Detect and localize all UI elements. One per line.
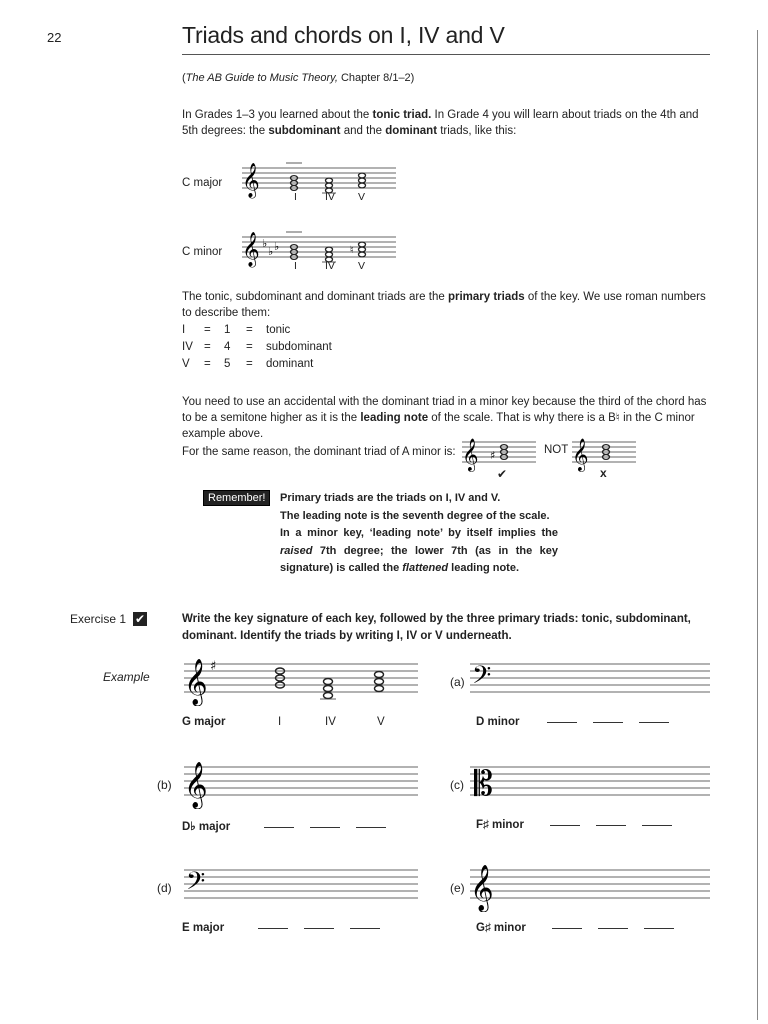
item-c-letter: (c) [450,778,464,792]
reference: (The AB Guide to Music Theory, Chapter 8/1–2) [182,72,415,84]
remember-text: Primary triads are the triads on I, IV and V. The leading note is the seventh degree of the scale. In a minor key, ‘leading note’ by itself implies the raised 7th degree; the lower 7th (as in the key signature) is called the flattened leading note. [280,492,558,574]
item-a-staff[interactable] [468,652,714,706]
treble-clef-icon: 𝄞 [242,163,260,198]
svg-text:𝄞: 𝄞 [572,438,589,471]
example-staff [182,652,422,706]
svg-text:𝄞: 𝄞 [184,659,208,705]
item-e-key: G♯ minor [476,922,674,934]
page-number: 22 [47,30,62,45]
c-major-numeral-V: V [358,191,366,203]
a-minor-correct-staff [460,432,540,472]
flat-icon: ♭ [268,245,274,258]
tick-icon: ✔ [497,467,508,481]
example-key-label: G major [182,716,226,728]
cross-icon: x [600,466,607,480]
numeral-table [182,322,332,373]
not-label: NOT [544,444,569,456]
example-numeral-IV: IV [325,716,336,728]
item-b-key: D♭ major [182,819,386,833]
exercise-label: Exercise 1 [70,612,127,626]
intro-paragraph: In Grades 1–3 you learned about the tonic triad. In Grade 4 you will learn about triads on the 4th and 5th degrees: the subdominant and the dominant triads, like this: [182,109,699,137]
treble-clef-icon: 𝄞 [184,762,208,808]
item-d-letter: (d) [157,881,172,895]
c-minor-numeral-V: V [358,260,366,272]
example-numeral-V: V [377,716,385,728]
accidental-paragraph: You need to use an accidental with the dominant triad in a minor key because the third of the chord has to be a semitone higher as it is the leading note of the scale. That is why there is a B♮ in the C minor example above. [182,396,707,440]
c-minor-numeral-IV: IV [325,260,335,272]
svg-text:𝄞: 𝄞 [462,438,479,471]
svg-text:♯: ♯ [210,659,217,674]
c-minor-numeral-I: I [294,260,297,272]
page-title: Triads and chords on I, IV and V [182,22,505,48]
alto-clef-icon: 𝄡 [474,764,493,804]
example-label: Example [103,670,150,684]
item-d-staff[interactable] [182,858,422,912]
c-major-label: C major [182,177,223,189]
a-minor-sentence: For the same reason, the dominant triad of A minor is: [182,446,456,458]
item-e-staff[interactable] [468,858,714,912]
treble-clef-icon: 𝄞 [242,232,260,267]
natural-icon: ♮ [350,245,354,256]
numeral-row: IV = 4 = subdominant [182,341,332,353]
remember-badge: Remember! [203,490,270,506]
flat-icon: ♭ [274,240,280,253]
c-major-numeral-IV: IV [325,191,335,203]
item-b-letter: (b) [157,778,172,792]
item-e-letter: (e) [450,881,465,895]
primary-triads-paragraph: The tonic, subdominant and dominant triads are the primary triads of the key. We use roman numbers to describe them: [182,291,706,319]
item-d-key: E major [182,922,380,934]
chord-V-note [359,183,366,188]
title-rule [182,54,710,55]
c-major-staff [240,158,400,208]
c-minor-staff [240,227,400,277]
numeral-row: V = 5 = dominant [182,358,314,370]
c-major-numeral-I: I [294,191,297,203]
sharp-icon: ♯ [490,449,496,462]
item-c-key: F♯ minor [476,819,672,831]
page-edge-rule [757,30,758,1020]
flat-icon: ♭ [262,237,268,250]
c-minor-label: C minor [182,246,223,258]
item-a-letter: (a) [450,675,465,689]
numeral-row: I = 1 = tonic [182,324,291,336]
exercise-instructions: Write the key signature of each key, followed by the three primary triads: tonic, subdominant, dominant. Identify the triads by writing I, IV or V underneath. [182,613,691,642]
treble-clef-icon: 𝄞 [470,865,494,911]
bass-clef-icon: 𝄢 [472,661,492,696]
item-a-key: D minor [476,716,669,728]
example-numeral-I: I [278,716,282,728]
exercise-check-icon: ✔ [134,612,146,626]
bass-clef-icon: 𝄢 [186,867,206,902]
item-b-staff[interactable] [182,755,422,809]
item-c-staff[interactable] [468,755,714,809]
